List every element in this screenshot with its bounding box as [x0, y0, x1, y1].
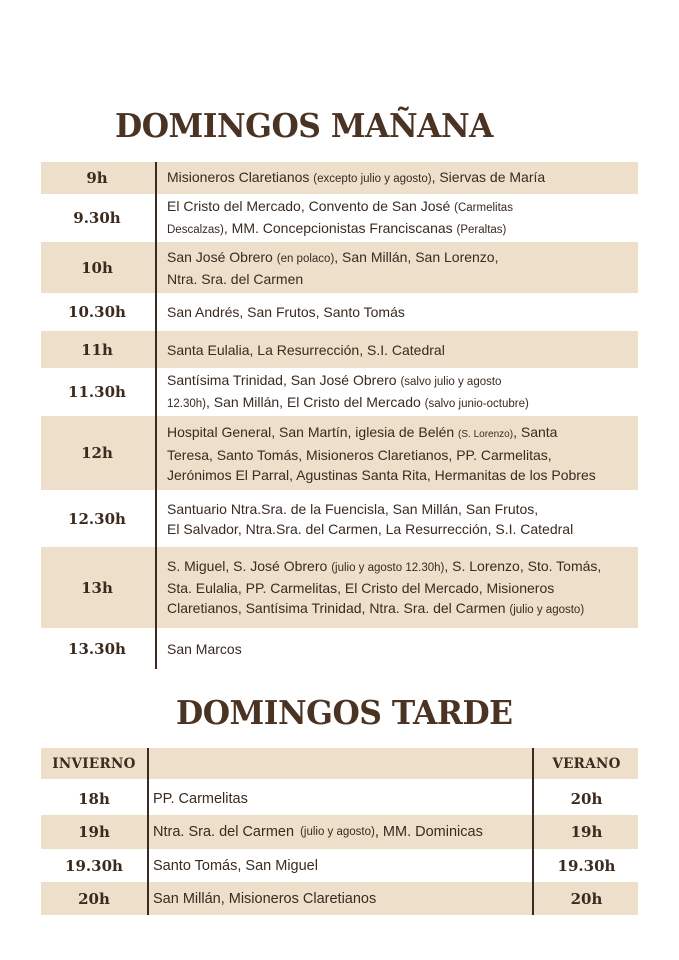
winter-time: 20h: [78, 889, 110, 908]
church-text: Santísima Trinidad, San José Obrero: [167, 372, 401, 388]
church-text: S. Miguel, S. José Obrero: [167, 557, 332, 574]
church-note: (en polaco): [276, 252, 335, 265]
mass-time: 12h: [81, 444, 113, 462]
summer-time: 20h: [570, 789, 603, 808]
morning-schedule-table: [41, 162, 638, 669]
church-list: [167, 162, 634, 194]
church-text: Ntra. Sra. del Carmen: [167, 270, 304, 287]
church-text: , Santa: [513, 423, 558, 440]
church-list: [153, 782, 248, 815]
column-divider: [532, 748, 534, 915]
church-text: , Siervas de María: [431, 169, 546, 185]
church-text: Jerónimos El Parral, Agustinas Santa Rita, Hermanitas de los Pobres: [167, 466, 596, 483]
church-text: Sta. Eulalia, PP. Carmelitas, El Cristo del Mercado, Misioneros: [167, 579, 555, 596]
mass-time: 9.30h: [73, 209, 121, 227]
church-list-line: [167, 499, 634, 519]
church-list: [167, 547, 634, 628]
church-text: PP. Carmelitas: [153, 790, 248, 807]
evening-row: [41, 882, 638, 915]
church-note: (salvo junio-octubre): [424, 398, 529, 410]
church-list-line: [167, 445, 634, 465]
church-note: Descalzas): [167, 224, 224, 236]
church-list-line: [167, 519, 634, 539]
mass-time: 9h: [86, 169, 108, 187]
church-list: [153, 849, 318, 882]
church-text: Santuario Ntra.Sra. de la Fuencisla, San Millán, San Frutos,: [167, 500, 539, 517]
church-note: (S. Lorenzo): [458, 428, 514, 440]
morning-row: [41, 293, 638, 331]
church-list-line: [167, 370, 634, 392]
winter-time: 19h: [78, 823, 110, 841]
mass-time: 13h: [81, 578, 113, 597]
church-list-line: [167, 465, 634, 485]
church-text: San José Obrero: [167, 248, 277, 265]
church-list-line: [167, 340, 634, 360]
church-text: , S. Lorenzo, Sto. Tomás,: [444, 557, 602, 574]
summer-time: 20h: [570, 889, 603, 908]
mass-time: 10.30h: [68, 303, 126, 321]
church-list: [167, 242, 634, 293]
church-text: , MM. Dominicas: [374, 824, 483, 840]
church-text: Santa Eulalia, La Resurrección, S.I. Catedral: [167, 341, 445, 358]
morning-row: [41, 490, 638, 547]
evening-title: DOMINGOS TARDE: [176, 693, 513, 732]
morning-row: [41, 194, 638, 242]
church-list-line: [167, 556, 634, 578]
church-list-line: [167, 639, 634, 659]
column-divider: [155, 162, 157, 669]
evening-row: [41, 815, 638, 849]
church-note: (salvo julio y agosto: [400, 376, 502, 388]
church-list-line: [167, 247, 634, 269]
church-list: [167, 368, 634, 416]
morning-row: [41, 547, 638, 628]
evening-schedule-table: [41, 748, 638, 915]
church-text: El Salvador, Ntra.Sra. del Carmen, La Resurrección, S.I. Catedral: [167, 520, 574, 537]
church-note: (julio y agosto): [300, 826, 375, 838]
morning-row: [41, 331, 638, 368]
church-text: San Andrés, San Frutos, Santo Tomás: [167, 304, 405, 320]
mass-time: 12.30h: [68, 509, 126, 528]
morning-row: [41, 242, 638, 293]
church-list-line: [167, 422, 634, 445]
church-text: Santo Tomás, San Miguel: [153, 857, 318, 874]
church-text: San Millán, Misioneros Claretianos: [153, 890, 377, 907]
church-list: [167, 194, 634, 242]
summer-time: 19.30h: [557, 856, 616, 875]
morning-row: [41, 162, 638, 194]
church-list-line: [167, 218, 634, 240]
church-text: Claretianos, Santísima Trinidad, Ntra. Sra. del Carmen: [167, 599, 510, 616]
church-list-line: [167, 167, 634, 189]
mass-time: 10h: [81, 258, 113, 277]
morning-row: [41, 416, 638, 490]
church-list: [153, 815, 483, 849]
church-text: Hospital General, San Martín, iglesia de Belén: [167, 423, 459, 440]
church-list-line: [167, 578, 634, 598]
church-text: Misioneros Claretianos: [167, 169, 314, 185]
church-text: , MM. Concepcionistas Franciscanas: [223, 220, 457, 236]
column-divider: [147, 748, 149, 915]
church-list-line: [167, 598, 634, 620]
church-list: [167, 628, 634, 669]
mass-time: 11.30h: [68, 383, 126, 401]
church-note: (julio y agosto): [509, 603, 585, 616]
church-text: El Cristo del Mercado, Convento de San José: [167, 198, 455, 214]
morning-row: [41, 628, 638, 669]
church-text: San Marcos: [167, 640, 242, 657]
church-list: [167, 331, 634, 368]
church-note: 12.30h): [167, 398, 207, 410]
church-text: , San Millán, El Cristo del Mercado: [206, 394, 425, 410]
church-note: (excepto julio y agosto): [313, 173, 432, 185]
church-list-line: [167, 302, 634, 322]
evening-row: [41, 782, 638, 815]
winter-time: 18h: [78, 789, 110, 808]
summer-header: VERANO: [552, 755, 621, 772]
summer-time: 19h: [570, 823, 603, 841]
church-list: [153, 882, 376, 915]
church-list-line: [167, 196, 634, 218]
church-note: (Carmelitas: [454, 202, 513, 214]
church-note: (Peraltas): [456, 224, 507, 236]
church-text: Teresa, Santo Tomás, Misioneros Claretianos, PP. Carmelitas,: [167, 446, 552, 463]
mass-time: 13.30h: [68, 639, 126, 658]
mass-time: 11h: [81, 340, 113, 359]
evening-row: [41, 849, 638, 882]
winter-header: INVIERNO: [52, 755, 136, 772]
church-list: [167, 293, 634, 331]
church-list-line: [167, 392, 634, 414]
morning-row: [41, 368, 638, 416]
church-text: , San Millán, San Lorenzo,: [334, 248, 499, 265]
church-text: Ntra. Sra. del Carmen: [153, 824, 299, 840]
winter-time: 19.30h: [65, 856, 123, 875]
church-note: (julio y agosto 12.30h): [331, 561, 445, 574]
morning-title: DOMINGOS MAÑANA: [115, 106, 494, 145]
church-list: [167, 416, 634, 490]
church-list-line: [167, 269, 634, 289]
church-list: [167, 490, 634, 547]
